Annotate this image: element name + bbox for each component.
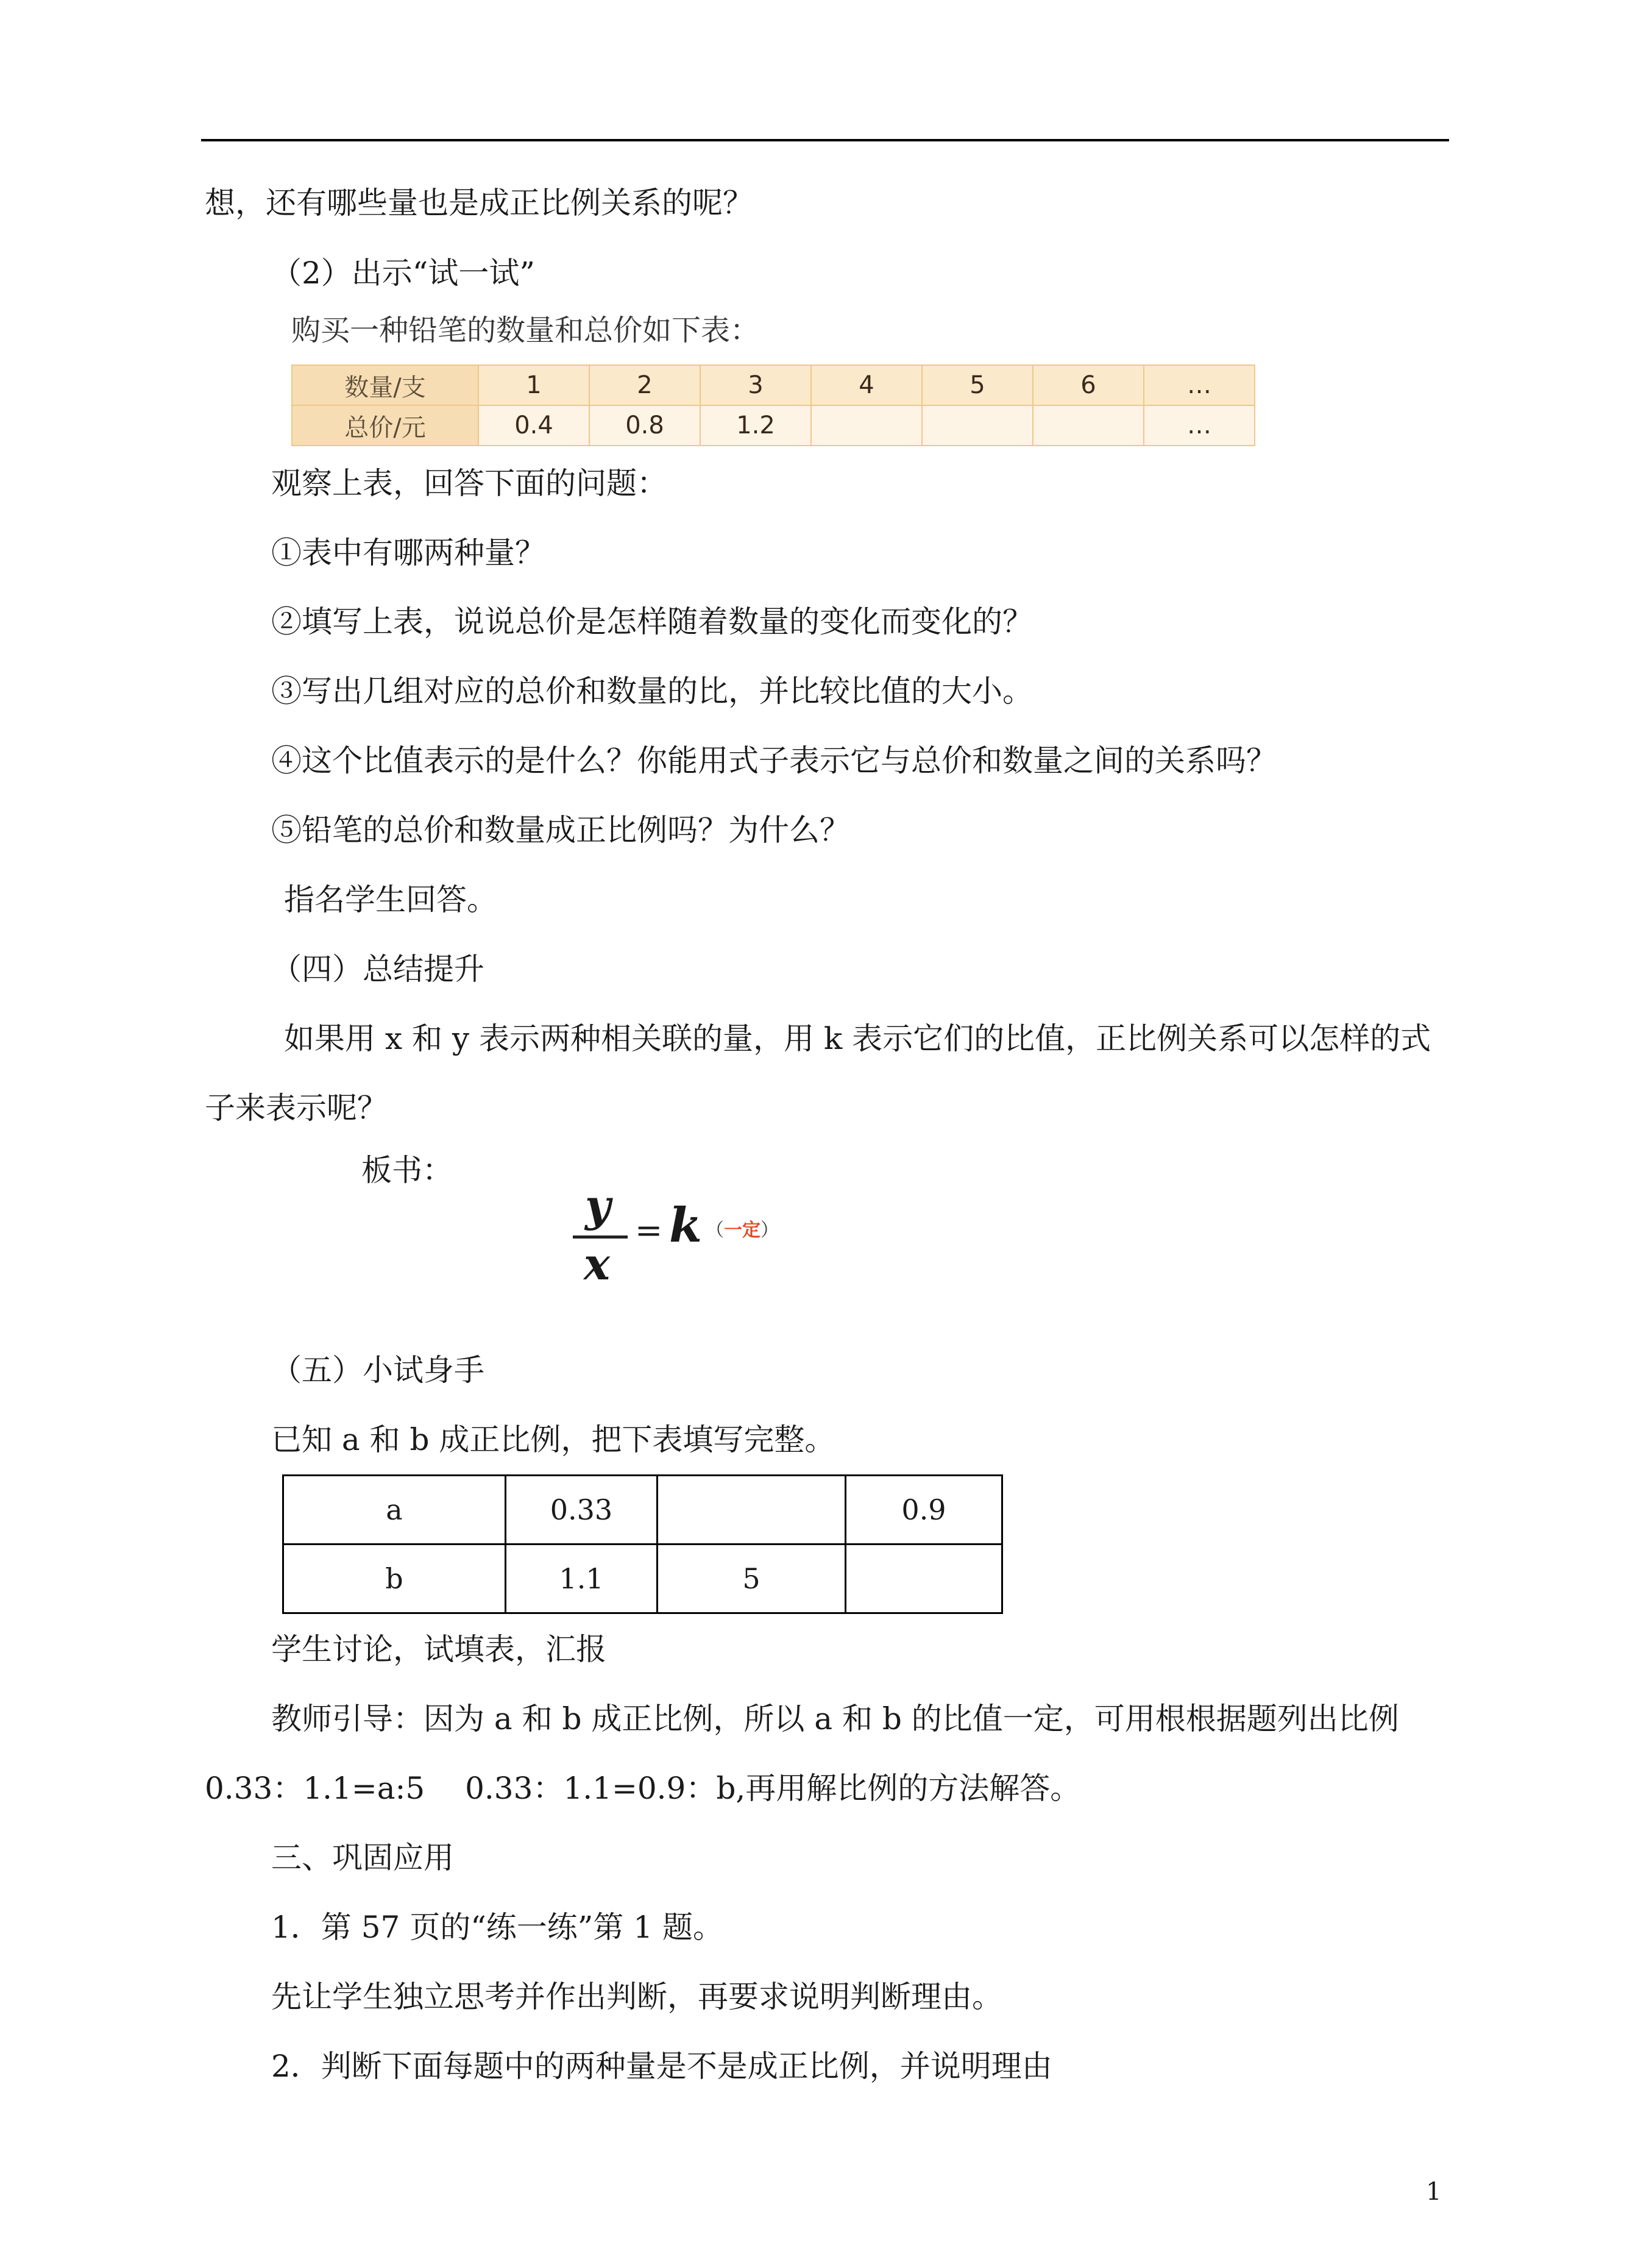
formula-constant: k — [669, 1198, 703, 1253]
table-cell — [658, 1476, 846, 1545]
question-item: ③写出几组对应的总价和数量的比，并比较比值的大小。 — [271, 674, 1033, 709]
subheading: （2）出示“试一试” — [271, 255, 535, 291]
table-cell: 0.33 — [506, 1476, 658, 1545]
paragraph-line: 指名学生回答。 — [284, 882, 497, 917]
pencil-price-table — [291, 364, 1255, 446]
table-row — [283, 1545, 1002, 1613]
table-cell: a — [283, 1476, 506, 1545]
table-cell: … — [1144, 405, 1255, 446]
paragraph-line: 子来表示呢？ — [205, 1090, 388, 1126]
question-item: ①表中有哪两种量？ — [271, 535, 545, 571]
table-cell: … — [1144, 365, 1255, 405]
question-item: ⑤铅笔的总价和数量成正比例吗？为什么？ — [271, 812, 850, 848]
formula-numerator: y — [585, 1179, 611, 1231]
paragraph-line: 先让学生独立思考并作出判断，再要求说明判断理由。 — [271, 1979, 1002, 2014]
paragraph-line: 已知 a 和 b 成正比例，把下表填写完整。 — [271, 1422, 835, 1457]
formula-note: （一定） — [706, 1220, 779, 1241]
section-heading: （四）总结提升 — [271, 951, 484, 987]
proportion-formula — [573, 1179, 792, 1289]
paragraph-line: 观察上表，回答下面的问题： — [271, 466, 667, 501]
table-cell: 0.9 — [846, 1476, 1002, 1545]
table-cell — [922, 405, 1033, 446]
table-cell: 1.2 — [700, 405, 811, 446]
formula-equals: = — [635, 1211, 663, 1250]
section-heading: 三、巩固应用 — [271, 1840, 454, 1875]
table-cell: 5 — [922, 365, 1033, 405]
section-heading: （五）小试身手 — [271, 1353, 484, 1388]
header-rule — [201, 139, 1449, 141]
page-number: 1 — [1426, 2178, 1442, 2206]
table-caption: 购买一种铅笔的数量和总价如下表： — [291, 313, 760, 347]
table-cell: b — [283, 1545, 506, 1613]
formula-denominator: x — [584, 1238, 610, 1290]
table-cell: 5 — [658, 1545, 846, 1613]
board-label: 板书： — [361, 1153, 453, 1188]
table-cell: 3 — [700, 365, 811, 405]
question-item: ④这个比值表示的是什么？你能用式子表示它与总价和数量之间的关系吗？ — [271, 743, 1277, 778]
table-header-cell: 数量/支 — [292, 365, 478, 405]
a-b-table — [282, 1474, 1003, 1614]
question-item: ②填写上表，说说总价是怎样随着数量的变化而变化的？ — [271, 604, 1033, 639]
paragraph-line: 1．第 57 页的“练一练”第 1 题。 — [271, 1910, 723, 1945]
table-header-cell: 总价/元 — [292, 405, 478, 446]
paragraph-line: 如果用 x 和 y 表示两种相关联的量，用 k 表示它们的比值，正比例关系可以怎样的式 — [284, 1021, 1431, 1056]
table-cell — [811, 405, 922, 446]
table-cell: 0.4 — [478, 405, 589, 446]
paragraph-line: 想，还有哪些量也是成正比例关系的呢？ — [205, 185, 753, 221]
paragraph-line: 2．判断下面每题中的两种量是不是成正比例，并说明理由 — [271, 2049, 1052, 2084]
paragraph-line: 0.33：1.1=a:5 0.33：1.1=0.9：b,再用解比例的方法解答。 — [205, 1771, 1081, 1806]
table-row — [283, 1476, 1002, 1545]
table-cell: 0.8 — [589, 405, 700, 446]
table-row — [292, 365, 1255, 405]
table-cell: 6 — [1033, 365, 1144, 405]
table-cell: 2 — [589, 365, 700, 405]
paragraph-line: 学生讨论，试填表，汇报 — [271, 1632, 606, 1667]
paragraph-line: 教师引导：因为 a 和 b 成正比例，所以 a 和 b 的比值一定，可用根根据题列出比例 — [271, 1701, 1399, 1737]
table-cell: 1.1 — [506, 1545, 658, 1613]
table-cell: 4 — [811, 365, 922, 405]
table-cell: 1 — [478, 365, 589, 405]
table-cell — [1033, 405, 1144, 446]
table-row — [292, 405, 1255, 446]
table-cell — [846, 1545, 1002, 1613]
